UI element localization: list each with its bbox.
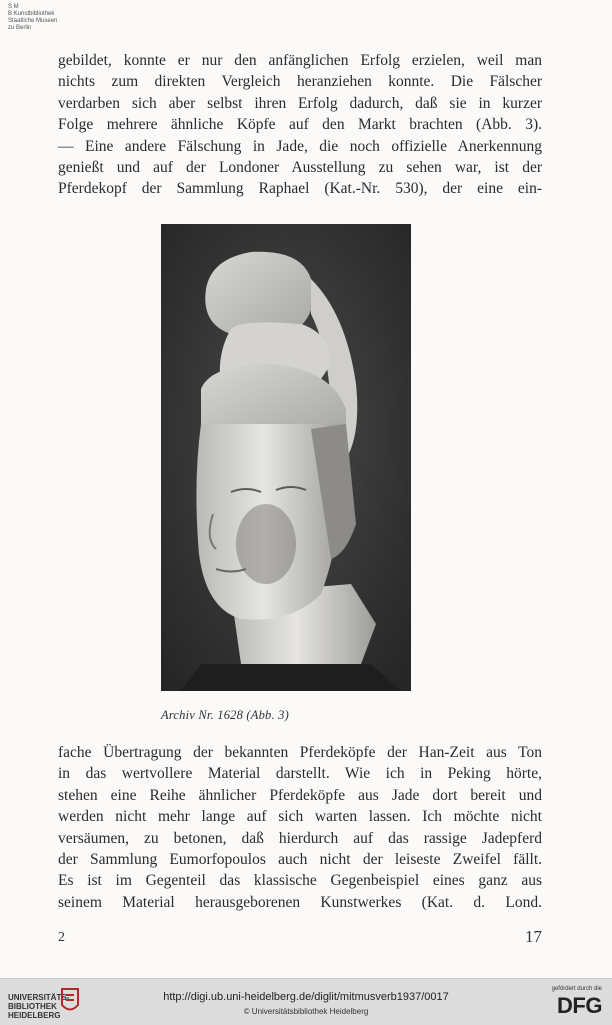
paragraph-top [58, 50, 542, 200]
text-line: fache Übertragung der bekannten Pferdeköpfe der Han-Zeit aus Ton [58, 744, 542, 761]
text-line: werden nicht mehr lange auf sich warten lassen. Ich möchte nicht [58, 808, 542, 826]
text-line: gebildet, konnte er nur den anfänglichen Erfolg erzielen, weil man [58, 52, 542, 69]
text-line: nichts zum direkten Vergleich heranziehen konnte. Die Fälscher [58, 73, 542, 91]
logo-text: BIBLIOTHEK [8, 1002, 57, 1011]
text-line: in das wertvollere Material darstellt. Wie ich in Peking hörte, [58, 765, 542, 783]
footer-bar [0, 978, 612, 1025]
signature-mark: 2 [58, 930, 65, 945]
stamp-line: zu Berlin [8, 25, 32, 31]
figure-caption: Archiv Nr. 1628 (Abb. 3) [161, 708, 289, 722]
text-line: stehen eine Reihe ähnlicher Pferdeköpfe aus Jade dort bereit und [58, 786, 542, 804]
paragraph-bottom [58, 742, 542, 913]
stamp-line: S M [8, 4, 19, 10]
copyright-notice: © Universitätsbibliothek Heidelberg [243, 1007, 369, 1016]
library-stamp [8, 4, 57, 32]
dfg-logo[interactable]: DFG [557, 993, 602, 1018]
text-line: Es ist im Gegenteil das klassische Gegenbeispiel eines ganz aus [58, 872, 542, 890]
funding-note: gefördert durch die [551, 986, 602, 992]
jade-head-image [161, 224, 411, 691]
text-line: Folge mehrere ähnliche Köpfe auf den Markt brachten (Abb. 3). [58, 116, 542, 134]
text-line: versäumen, zu betonen, daß hierdurch auf das rassige Jadepferd [58, 829, 542, 847]
text-line: genießt und auf der Londoner Ausstellung zu sehen war, ist der [58, 159, 542, 177]
logo-text: HEIDELBERG [8, 1011, 61, 1020]
stamp-line: B Kunstbibliothek [8, 11, 55, 17]
text-line: Pferdekopf der Sammlung Raphael (Kat.-Nr. 530), der eine ein- [58, 180, 542, 198]
logo-text: UNIVERSITÄTS- [8, 993, 70, 1002]
stamp-line: Staatliche Museen [8, 18, 58, 24]
text-line: — Eine andere Fälschung in Jade, die noch offizielle Anerkennung [58, 137, 542, 155]
permalink-url[interactable]: http://digi.ub.uni-heidelberg.de/diglit/mitmusverb1937/0017 [163, 991, 449, 1003]
text-line: seinem Material herausgeborenen Kunstwerkes (Kat. d. Lond. [58, 893, 542, 911]
sculpture-photo [161, 224, 411, 691]
text-line: der Sammlung Eumorfopoulos auch nicht der leiseste Zweifel fällt. [58, 851, 542, 869]
page-number: 17 [525, 927, 542, 946]
text-line: verdarben sich aber selbst ihren Erfolg dadurch, daß sie in kurzer [58, 94, 542, 112]
